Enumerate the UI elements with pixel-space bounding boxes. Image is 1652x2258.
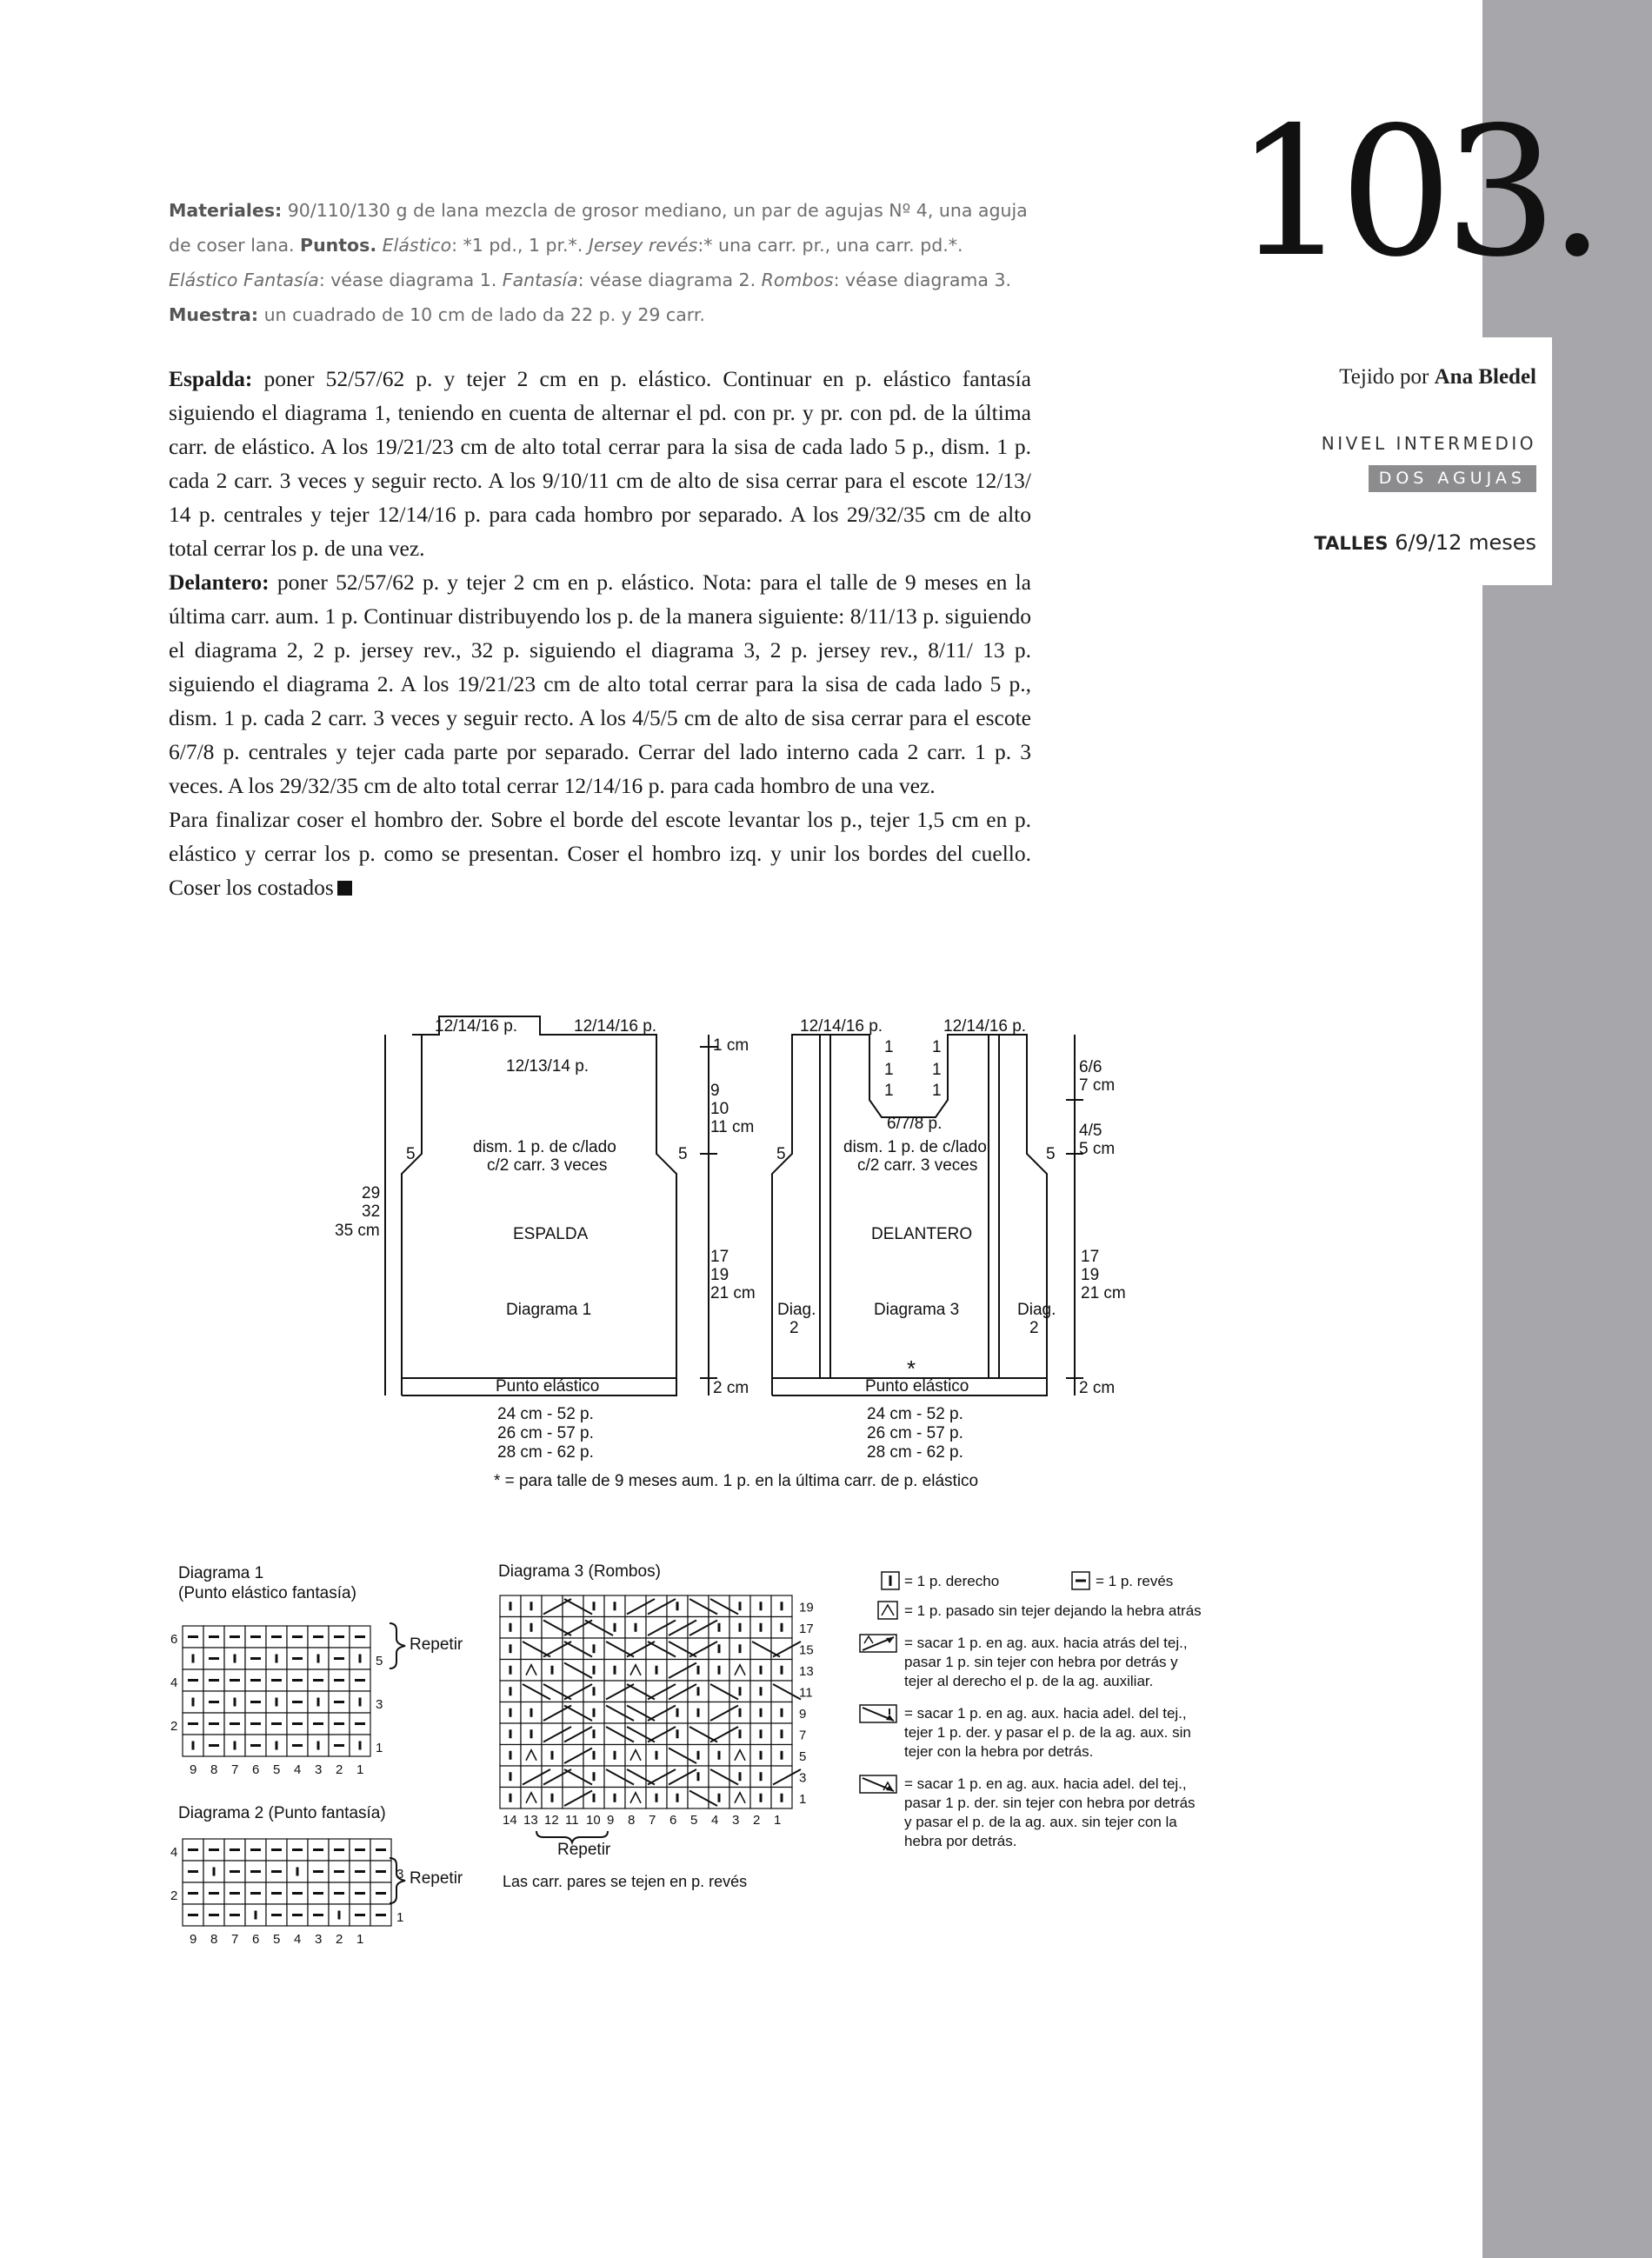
row-number: 7	[799, 1728, 807, 1743]
back-arm-3: 11 cm	[710, 1118, 755, 1136]
back-width-2: 26 cm - 57 p.	[497, 1424, 594, 1442]
back-body-3: 21 cm	[710, 1284, 756, 1302]
back-diagram: Diagrama 1	[506, 1301, 592, 1319]
front-side-diag-left-num: 2	[789, 1319, 799, 1337]
elastic-name: Elástico	[382, 235, 452, 256]
back-decrease-2: c/2 carr. 3 veces	[487, 1156, 608, 1175]
elastic-text: : *1 pd., 1 pr.*.	[451, 235, 589, 256]
column-number: 14	[503, 1813, 517, 1828]
front-text: poner 52/57/62 p. y tejer 2 cm en p. elástico. Nota: para el talle de 9 meses en la última carr. aum. 1 p. Continuar distribuyendo los p. de la manera siguiente: 8/11/13 p. siguiendo el diagrama 2, 2 p. jersey rev., 32 p. siguiendo el diagrama 3, 2 p. jersey rev., 8/11/ 13 p. siguiendo el diagrama 2. A los 19/21/23 cm de alto total cerrar para la sisa de cada lado 5 p., dism. 1 p. cada 2 carr. 3 veces y seguir recto. A los 4/5/5 cm de alto de sisa cerrar para el escote 6/7/8 p. centrales y tejer cada parte por separado. Cerrar del lado interno cada 2 carr. 1 p. 3 veces. A los 29/32/35 cm de alto total cerrar 12/14/16 p. para cada hombro de una vez.	[169, 569, 1031, 798]
column-number: 1	[774, 1813, 782, 1828]
front-side-diag-right-num: 2	[1029, 1319, 1039, 1337]
column-number: 2	[336, 1932, 343, 1947]
back-title: ESPALDA	[513, 1225, 589, 1243]
front-asterisk: *	[907, 1355, 916, 1382]
grid-cell	[625, 1723, 646, 1745]
grid-cell	[625, 1660, 646, 1682]
row-number: 17	[799, 1622, 814, 1636]
grid-cell	[604, 1723, 625, 1745]
grid-cell	[625, 1788, 646, 1809]
legend-cross-front-2: tejer 1 p. der. y pasar el p. de la ag. aux. sin	[904, 1724, 1191, 1741]
row-number: 1	[799, 1792, 807, 1807]
row-number: 19	[799, 1600, 814, 1615]
grid-cell	[563, 1595, 583, 1617]
back-width-1: 24 cm - 52 p.	[497, 1405, 594, 1423]
legend-cross-back-2: pasar 1 p. sin tejer con hebra por detrás y	[904, 1654, 1178, 1670]
front-decrease-2: c/2 carr. 3 veces	[857, 1156, 978, 1175]
column-number: 5	[273, 1932, 281, 1947]
legend-cross-front-slip-3: y pasar el p. de la ag. aux. sin tejer con la	[904, 1814, 1177, 1830]
column-number: 3	[315, 1762, 323, 1777]
front-armhole-left: 5	[776, 1145, 786, 1163]
back-shoulder-left: 12/14/16 p.	[435, 1017, 518, 1036]
front-shoulder-left: 12/14/16 p.	[800, 1017, 883, 1036]
schematic-footnote: * = para talle de 9 meses aum. 1 p. en la última carr. de p. elástico	[494, 1472, 979, 1490]
legend-cross-front-3: tejer con la hebra por detrás.	[904, 1743, 1094, 1760]
front-neck-dec-l2: 1	[884, 1061, 894, 1079]
column-number: 5	[690, 1813, 698, 1828]
grid-cell	[604, 1766, 625, 1788]
grid-cell	[604, 1702, 625, 1724]
diagram1-repeat: Repetir	[410, 1635, 463, 1654]
column-number: 8	[210, 1762, 218, 1777]
materials-text: 90/110/130 g de lana mezcla de grosor mediano, un par de agujas Nº 4, una aguja de coser lana.	[169, 200, 1028, 256]
back-label: Espalda:	[169, 366, 253, 391]
column-number: 3	[732, 1813, 740, 1828]
jersey-name: Jersey revés	[588, 235, 698, 256]
front-neck-1: 6/6	[1079, 1058, 1102, 1076]
grid-cell	[625, 1745, 646, 1767]
column-number: 1	[356, 1762, 364, 1777]
front-neck-2: 7 cm	[1079, 1076, 1116, 1095]
column-number: 12	[544, 1813, 559, 1828]
sample-text: un cuadrado de 10 cm de lado da 22 p. y 29 carr.	[258, 304, 705, 325]
column-number: 6	[252, 1932, 260, 1947]
row-number: 2	[170, 1888, 178, 1903]
byline-prefix: Tejido por	[1339, 365, 1435, 389]
column-number: 9	[190, 1762, 197, 1777]
column-number: 7	[231, 1932, 239, 1947]
row-number: 5	[376, 1654, 383, 1669]
elastic-fancy-text: : véase diagrama 1.	[318, 270, 503, 290]
grid-cell	[729, 1660, 750, 1682]
back-total-1: 29	[362, 1184, 381, 1202]
column-number: 3	[315, 1932, 323, 1947]
back-text: poner 52/57/62 p. y tejer 2 cm en p. elástico. Continuar en p. elástico fantasía siguiendo el diagrama 1, teniendo en cuenta de alternar el pd. con pr. y pr. con pd. de la última carr. de elástico. A los 19/21/23 cm de alto total cerrar para la sisa de cada lado 5 p., dism. 1 p. cada 2 carr. 3 veces y seguir recto. A los 9/10/11 cm de alto de sisa cerrar para el escote 12/13/ 14 p. centrales y tejer 12/14/16 p. para cada hombro por separado. A los 29/32/35 cm de alto total cerrar los p. de una vez.	[169, 366, 1031, 561]
diagram2-grid	[170, 1839, 403, 1947]
front-arm-1: 4/5	[1079, 1122, 1102, 1140]
legend-purl: = 1 p. revés	[1096, 1573, 1174, 1589]
diagram1-title-1: Diagrama 1	[178, 1564, 264, 1582]
front-width-1: 24 cm - 52 p.	[867, 1405, 963, 1423]
sizes-label: TALLES	[1314, 533, 1389, 554]
back-rib-height: 2 cm	[713, 1379, 749, 1397]
grid-cell	[521, 1638, 542, 1660]
row-number: 3	[376, 1697, 383, 1712]
legend-knit-icon	[882, 1572, 899, 1589]
legend-slip-icon	[878, 1602, 897, 1619]
row-number: 4	[170, 1845, 178, 1860]
back-neck-height: 1 cm	[713, 1036, 749, 1055]
grid-cell	[625, 1766, 646, 1788]
back-total-3: 35 cm	[335, 1222, 380, 1240]
back-arm-1: 9	[710, 1082, 720, 1100]
grid-cell	[521, 1745, 542, 1767]
row-number: 6	[170, 1632, 178, 1647]
front-ribbing: Punto elástico	[865, 1377, 969, 1395]
column-number: 10	[586, 1813, 601, 1828]
legend-cross-front-1: = sacar 1 p. en ag. aux. hacia adel. del tej.,	[904, 1705, 1187, 1722]
front-body-1: 17	[1081, 1248, 1100, 1266]
legend-cross-front-slip-icon	[860, 1775, 896, 1793]
row-number: 13	[799, 1664, 814, 1679]
grid-cell	[688, 1723, 709, 1745]
row-number: 1	[396, 1910, 404, 1925]
sizes-value: 6/9/12 meses	[1388, 530, 1536, 555]
elastic-fancy-name: Elástico Fantasía	[169, 270, 319, 290]
finish-text: Para finalizar coser el hombro der. Sobre el borde del escote levantar los p., tejer 1,5 cm en p. elástico y cerrar los p. como se presentan. Coser el hombro izq. y unir los bordes del cuello. Coser los costados	[169, 807, 1031, 900]
grid-cell	[521, 1681, 542, 1702]
jersey-text: :* una carr. pr., una carr. pd.*.	[697, 235, 963, 256]
front-body-2: 19	[1081, 1266, 1100, 1284]
author-name: Ana Bledel	[1434, 365, 1536, 389]
front-diagram: Diagrama 3	[874, 1301, 960, 1319]
column-number: 4	[711, 1813, 719, 1828]
row-number: 5	[799, 1749, 807, 1764]
grid-cell	[521, 1660, 542, 1682]
diagram3-repeat: Repetir	[557, 1841, 611, 1859]
grid-cell	[750, 1638, 771, 1660]
back-total-2: 32	[362, 1202, 381, 1221]
stitch-diagrams	[0, 1548, 1652, 1965]
legend-cross-front-slip-1: = sacar 1 p. en ag. aux. hacia adel. del tej.,	[904, 1775, 1187, 1792]
front-side-diag-left: Diag.	[777, 1301, 816, 1319]
diagram3-note: Las carr. pares se tejen en p. revés	[503, 1873, 748, 1890]
legend-cross-front-slip-4: hebra por detrás.	[904, 1833, 1017, 1849]
grid-cell	[542, 1681, 563, 1702]
row-number: 15	[799, 1642, 814, 1658]
column-number: 11	[565, 1813, 579, 1828]
grid-cell	[709, 1595, 729, 1617]
back-neck: 12/13/14 p.	[506, 1057, 590, 1076]
row-number: 1	[376, 1741, 383, 1755]
column-number: 6	[669, 1813, 677, 1828]
diagram2-title: Diagrama 2 (Punto fantasía)	[178, 1804, 386, 1822]
grid-cell	[563, 1702, 583, 1724]
front-decrease-1: dism. 1 p. de c/lado	[843, 1138, 987, 1156]
grid-cell	[625, 1702, 646, 1724]
grid-cell	[604, 1638, 625, 1660]
column-number: 2	[753, 1813, 761, 1828]
front-side-diag-right: Diag.	[1017, 1301, 1056, 1319]
back-width-3: 28 cm - 62 p.	[497, 1443, 594, 1462]
row-number: 2	[170, 1719, 178, 1734]
grid-cell	[667, 1638, 688, 1660]
grid-cell	[563, 1766, 583, 1788]
front-width-3: 28 cm - 62 p.	[867, 1443, 963, 1462]
diagram1-repeat-brace	[390, 1623, 405, 1669]
column-number: 2	[336, 1762, 343, 1777]
column-number: 8	[210, 1932, 218, 1947]
front-neck-dec-r2: 1	[932, 1061, 942, 1079]
grid-cell	[542, 1617, 563, 1639]
row-number: 4	[170, 1675, 178, 1690]
legend-cross-front-slip-2: pasar 1 p. der. sin tejer con hebra por detrás	[904, 1795, 1196, 1811]
grid-cell	[709, 1681, 729, 1702]
fancy-text: : véase diagrama 2.	[577, 270, 762, 290]
grid-cell	[563, 1638, 583, 1660]
legend-slip: = 1 p. pasado sin tejer dejando la hebra atrás	[904, 1602, 1202, 1619]
front-arm-2: 5 cm	[1079, 1140, 1116, 1158]
grid-cell	[688, 1595, 709, 1617]
legend-cross-back-icon	[860, 1635, 896, 1652]
grid-cell	[583, 1617, 604, 1639]
column-number: 9	[190, 1932, 197, 1947]
grid-cell	[667, 1745, 688, 1767]
front-rib-height: 2 cm	[1079, 1379, 1116, 1397]
column-number: 4	[294, 1762, 302, 1777]
grid-cell	[729, 1788, 750, 1809]
front-outline	[772, 1035, 1047, 1395]
column-number: 7	[649, 1813, 656, 1828]
sample-label: Muestra:	[169, 304, 259, 325]
back-body-2: 19	[710, 1266, 729, 1284]
column-number: 6	[252, 1762, 260, 1777]
grid-cell	[625, 1681, 646, 1702]
back-ribbing: Punto elástico	[496, 1377, 600, 1395]
front-body-3: 21 cm	[1081, 1284, 1126, 1302]
column-number: 9	[607, 1813, 615, 1828]
front-neck-dec-l1: 1	[884, 1038, 894, 1056]
column-number: 1	[356, 1932, 364, 1947]
back-shoulder-right: 12/14/16 p.	[574, 1017, 657, 1036]
diamonds-name: Rombos	[761, 270, 834, 290]
diagram1-title-2: (Punto elástico fantasía)	[178, 1584, 356, 1602]
back-armhole-left: 5	[406, 1145, 416, 1163]
legend-purl-icon	[1072, 1572, 1089, 1589]
grid-cell	[688, 1788, 709, 1809]
row-number: 9	[799, 1707, 807, 1722]
grid-cell	[729, 1745, 750, 1767]
column-number: 5	[273, 1762, 281, 1777]
diamonds-text: : véase diagrama 3.	[833, 270, 1012, 290]
diagram2-repeat: Repetir	[410, 1869, 463, 1888]
front-neck-dec-r3: 1	[932, 1082, 942, 1100]
front-neck-center: 6/7/8 p.	[887, 1115, 943, 1133]
column-number: 4	[294, 1932, 302, 1947]
row-number: 3	[396, 1867, 404, 1882]
front-shoulder-right: 12/14/16 p.	[943, 1017, 1027, 1036]
back-armhole-right: 5	[678, 1145, 688, 1163]
legend-cross-front-icon	[860, 1705, 896, 1722]
grid-cell	[521, 1788, 542, 1809]
row-number: 11	[799, 1685, 813, 1701]
row-number: 3	[799, 1770, 807, 1786]
back-body-1: 17	[710, 1248, 729, 1266]
front-armhole-right: 5	[1046, 1145, 1056, 1163]
diagram1-grid	[170, 1626, 383, 1777]
difficulty-level: NIVEL INTERMEDIO	[1321, 433, 1536, 454]
column-number: 8	[628, 1813, 636, 1828]
column-number: 13	[523, 1813, 538, 1828]
front-width-2: 26 cm - 57 p.	[867, 1424, 963, 1442]
back-decrease-1: dism. 1 p. de c/lado	[473, 1138, 616, 1156]
grid-cell	[646, 1638, 667, 1660]
legend-knit: = 1 p. derecho	[904, 1573, 1000, 1589]
front-neck-dec-r1: 1	[932, 1038, 942, 1056]
technique-badge: DOS AGUJAS	[1369, 465, 1536, 492]
diagram3-title: Diagrama 3 (Rombos)	[498, 1562, 661, 1581]
front-title: DELANTERO	[871, 1225, 973, 1243]
pattern-number: 103.	[1235, 90, 1597, 296]
legend-cross-back-1: = sacar 1 p. en ag. aux. hacia atrás del tej.,	[904, 1635, 1188, 1651]
grid-cell	[771, 1681, 792, 1702]
front-label: Delantero:	[169, 569, 270, 595]
fancy-name: Fantasía	[502, 270, 578, 290]
materials-label: Materiales:	[169, 200, 283, 221]
legend-cross-back-3: tejer al derecho el p. de la ag. auxiliar.	[904, 1673, 1154, 1689]
grid-cell	[709, 1766, 729, 1788]
grid-cell	[563, 1660, 583, 1682]
front-neck-dec-l3: 1	[884, 1082, 894, 1100]
column-number: 7	[231, 1762, 239, 1777]
diagram3-grid	[500, 1595, 814, 1828]
back-arm-2: 10	[710, 1100, 729, 1118]
points-label: Puntos.	[300, 235, 377, 256]
